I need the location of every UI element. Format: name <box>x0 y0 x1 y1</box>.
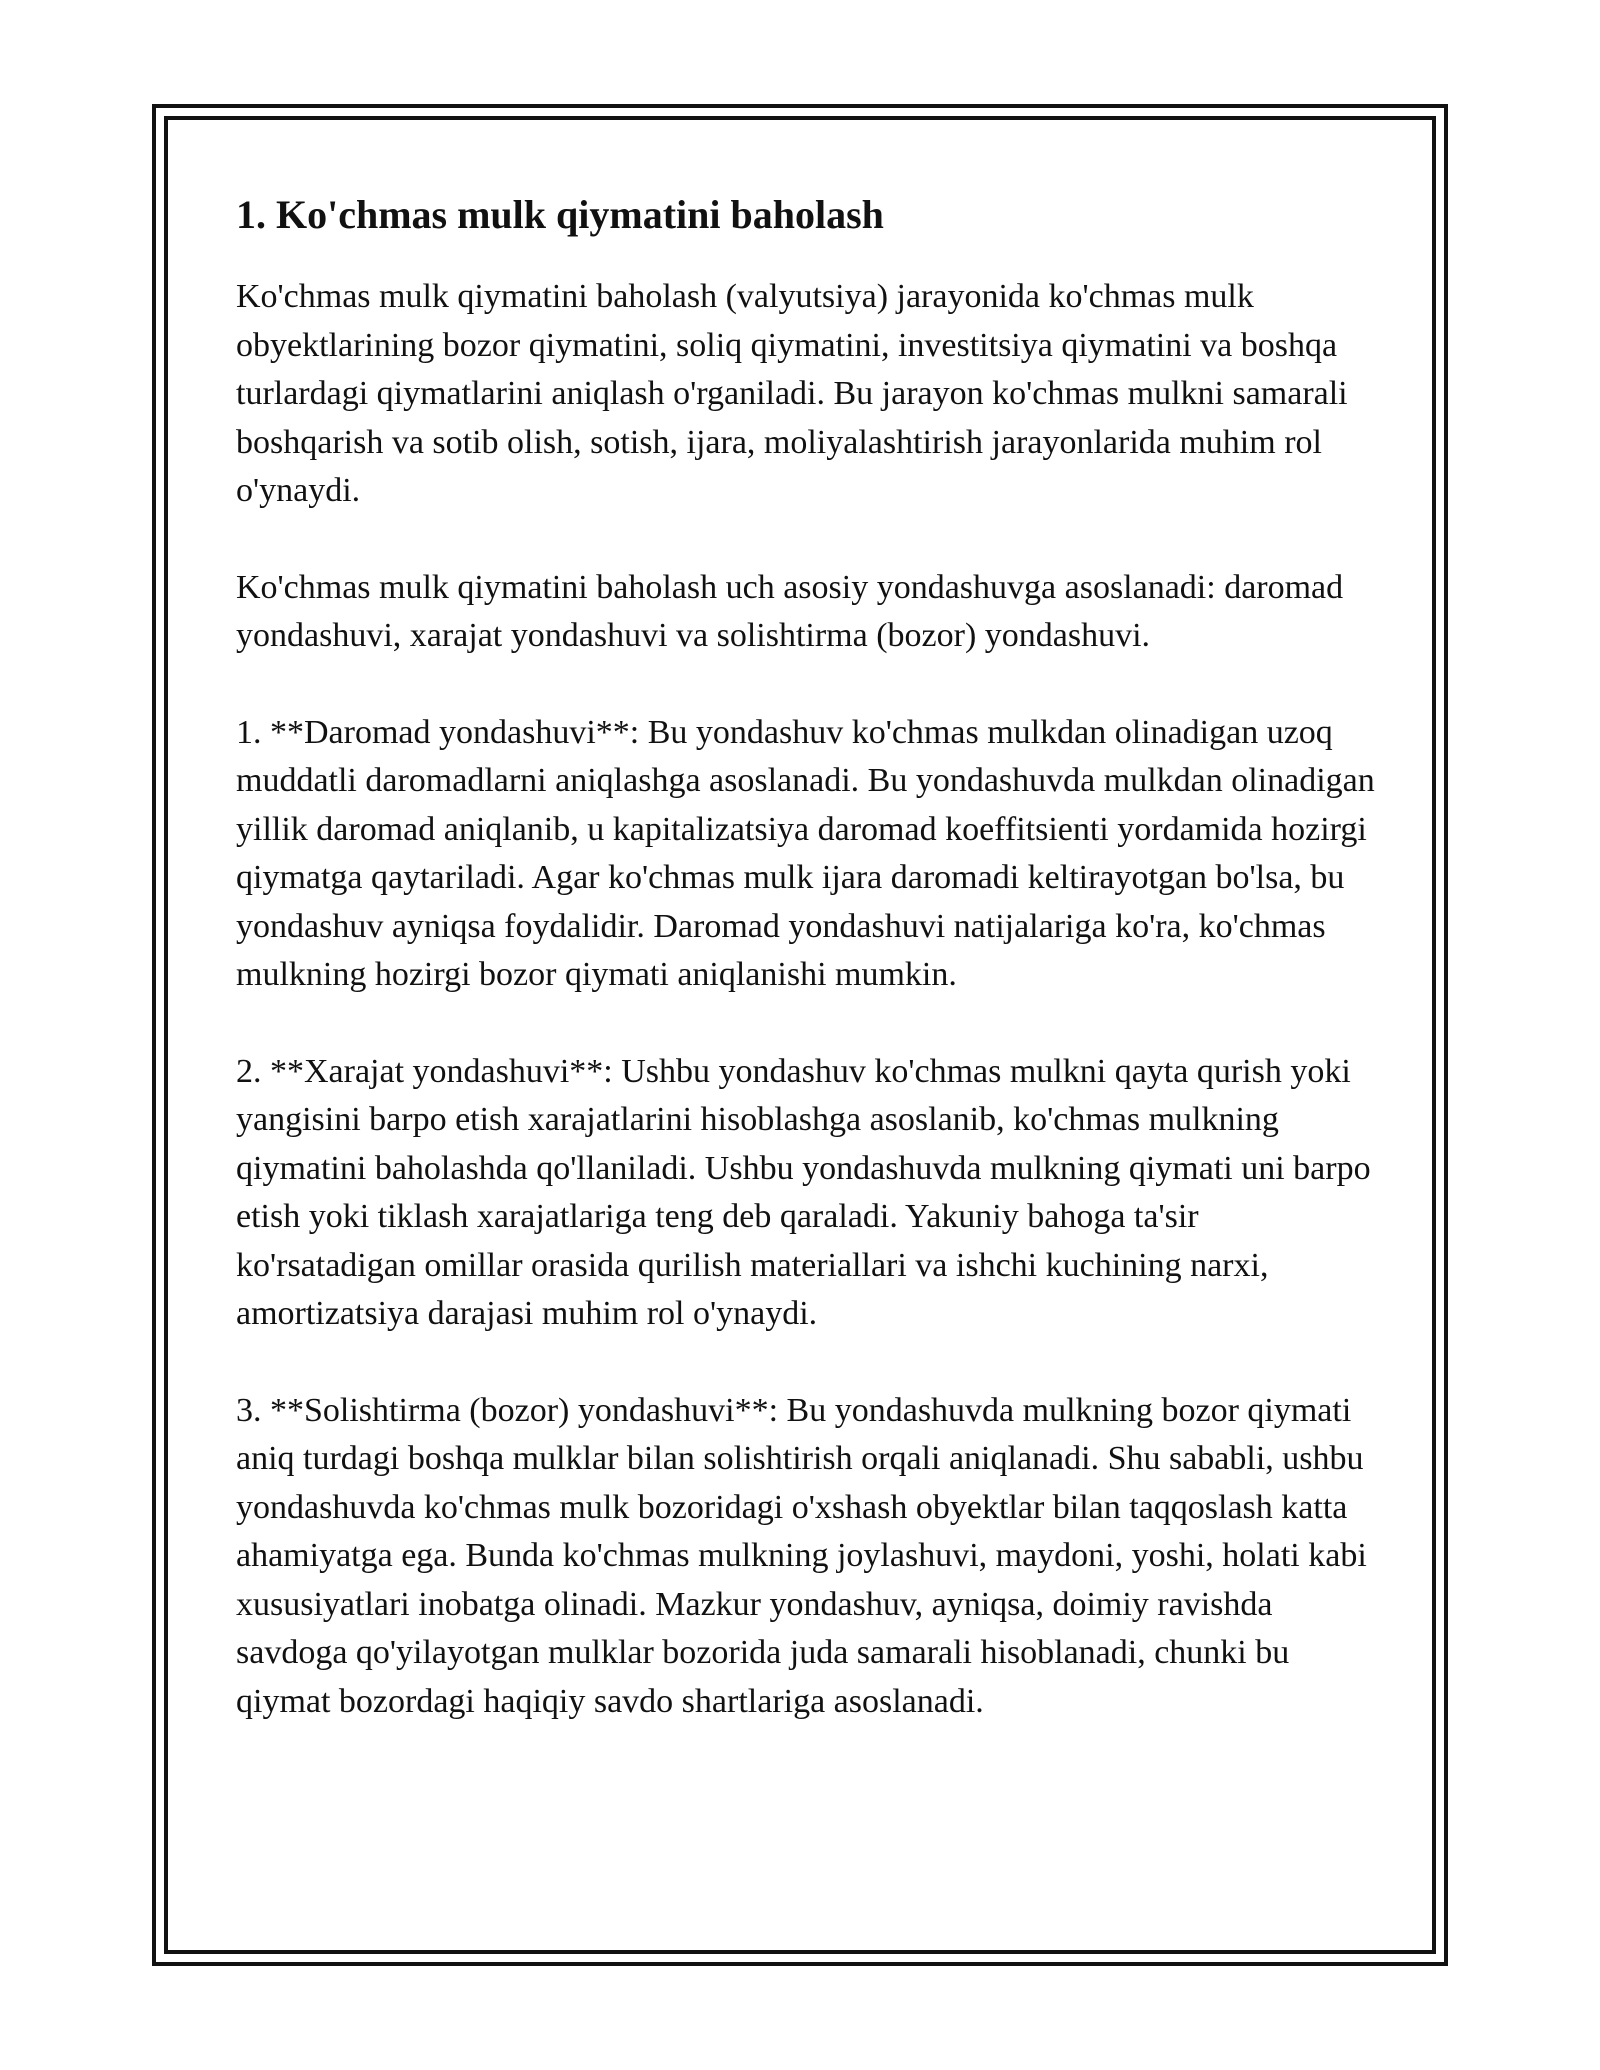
paragraph-intro: Ko'chmas mulk qiymatini baholash (valyutsiya) jarayonida ko'chmas mulk obyektlarining bozor qiymatini, soliq qiymatini, investitsiya qiymatini va boshqa turlardagi qiymatlarini aniqlash o'rganiladi. Bu jarayon ko'chmas mulkni samarali boshqarish va sotib olish, sotish, ijara, moliyalashtirish jarayonlarida muhim rol o'ynaydi. <box>236 278 1348 509</box>
paragraph-income-approach: 1. **Daromad yondashuvi**: Bu yondashuv ko'chmas mulkdan olinadigan uzoq muddatli daromadlarni aniqlashga asoslanadi. Bu yondashuvda mulkdan olinadigan yillik daromad aniqlanib, u kapitalizatsiya daromad koeffitsienti yordamida hozirgi qiymatga qaytariladi. Agar ko'chmas mulk ijara daromadi keltirayotgan bo'lsa, bu yondashuv ayniqsa foydalidir. Daromad yondashuvi natijalariga ko'ra, ko'chmas mulkning hozirgi bozor qiymati aniqlanishi mumkin. <box>236 713 1375 993</box>
section-heading: 1. Ko'chmas mulk qiymatini baholash <box>236 192 884 237</box>
paragraph-cost-approach: 2. **Xarajat yondashuvi**: Ushbu yondashuv ko'chmas mulkni qayta qurish yoki yangisini barpo etish xarajatlarini hisoblashga asoslanib, ko'chmas mulkning qiymatini baholashda qo'llaniladi. Ushbu yondashuvda mulkning qiymati uni barpo etish yoki tiklash xarajatlariga teng deb qaraladi. Yakuniy bahoga ta'sir ko'rsatadigan omillar orasida qurilish materiallari va ishchi kuchining narxi, amortizatsiya darajasi muhim rol o'ynaydi. <box>236 1052 1371 1332</box>
paragraph-approaches: Ko'chmas mulk qiymatini baholash uch asosiy yondashuvga asoslanadi: daromad yondashuvi, xarajat yondashuvi va solishtirma (bozor) yondashuvi. <box>236 568 1344 654</box>
document-body <box>236 186 1376 1774</box>
paragraph-market-approach: 3. **Solishtirma (bozor) yondashuvi**: Bu yondashuvda mulkning bozor qiymati aniq turdagi boshqa mulklar bilan solishtirish orqali aniqlanadi. Shu sababli, ushbu yondashuvda ko'chmas mulk bozoridagi o'xshash obyektlar bilan taqqoslash katta ahamiyatga ega. Bunda ko'chmas mulkning joylashuvi, maydoni, yoshi, holati kabi xususiyatlari inobatga olinadi. Mazkur yondashuv, ayniqsa, doimiy ravishda savdoga qo'yilayotgan mulklar bozorida juda samarali hisoblanadi, chunki bu qiymat bozordagi haqiqiy savdo shartlariga asoslanadi. <box>236 1391 1367 1720</box>
